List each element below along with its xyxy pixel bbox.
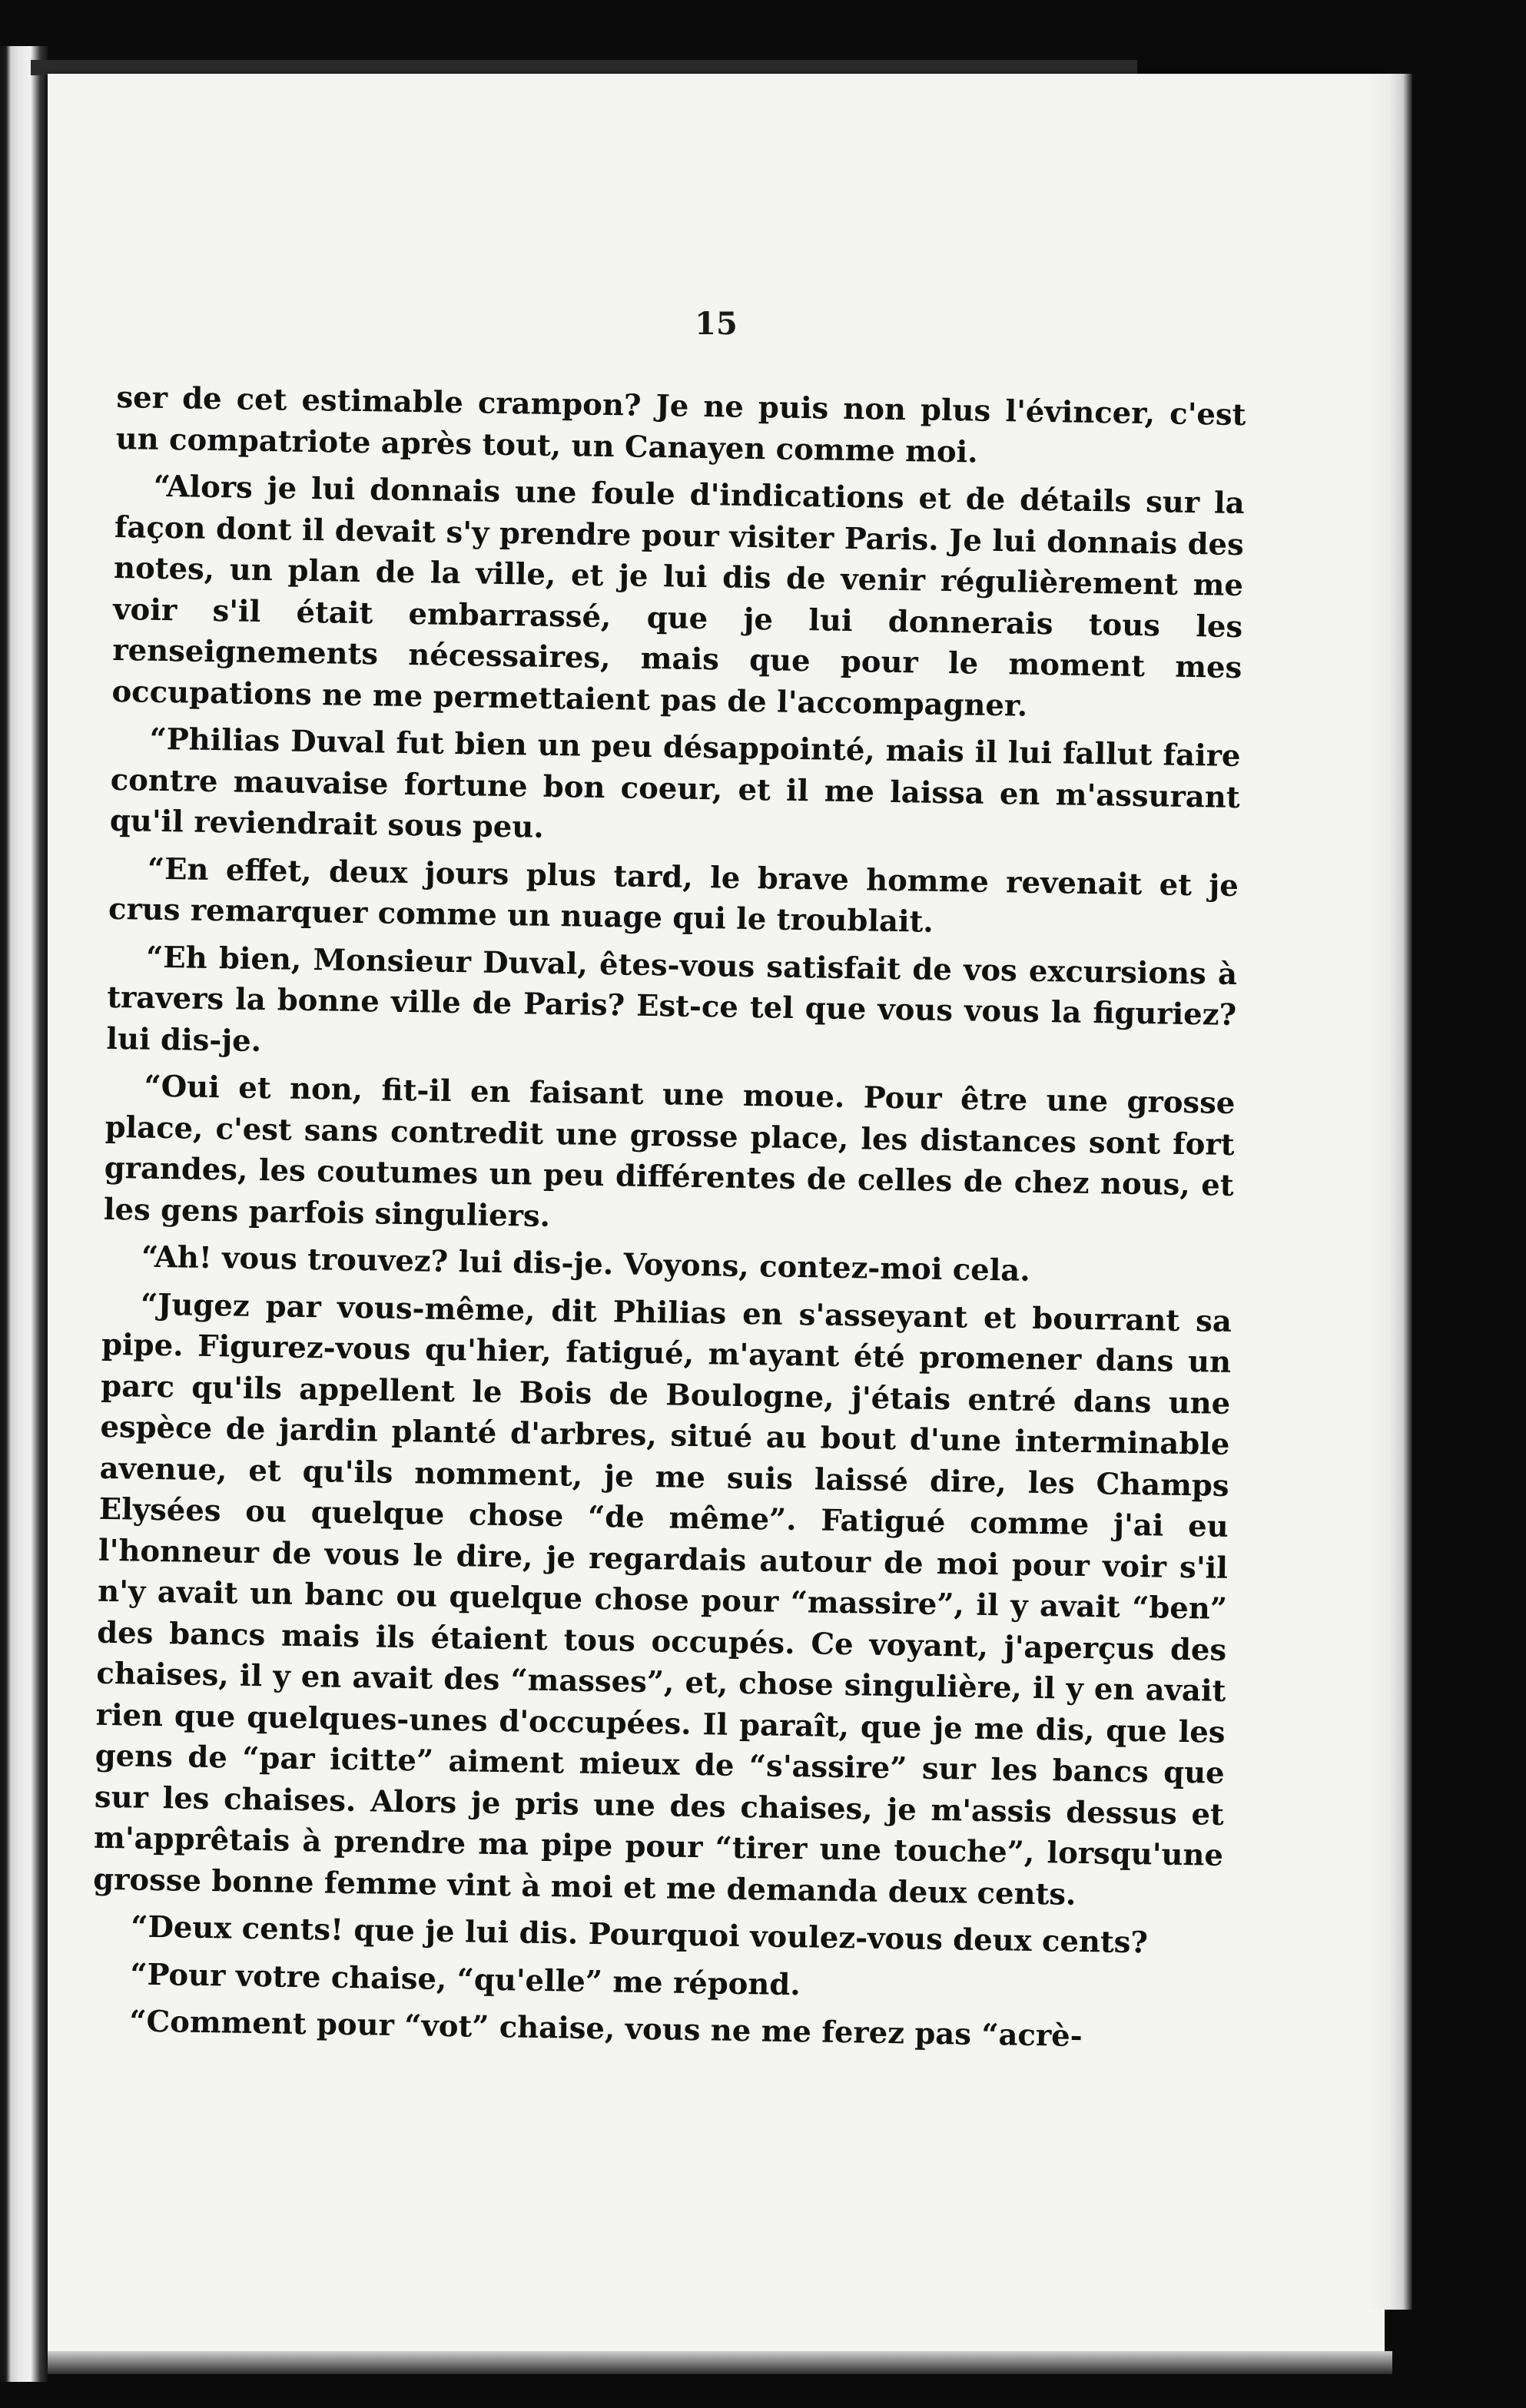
paragraph: “Comment pour “vot” chaise, vous ne me ferez pas “acrè- [129,2004,1083,2055]
paragraph: “Ah! vous trouvez? lui dis-je. Voyons, contez-moi cela. [141,1239,1031,1289]
paragraph: “Jugez par vous-même, dit Philias en s'asseyant et bourrant sa pipe. Figurez-vous qu'hier, fatigué, m'ayant été promener dans un parc qu'ils appellent le Bois de Boulogne, j'étais entré dans une espèce de jardin planté d'arbres, situé au bout d'une interminable avenue, et qu'ils nomment, je me suis laissé dire, les Champs Elysées ou quelque chose “de même”. Fatigué comme j'ai eu l'honneur de vous le dire, je regardais autour de moi pour voir s'il n'y avait un banc ou quelque chose pour “massire”, il y avait “ben” des bancs mais ils étaient tous occupés. Ce voyant, j'aperçus des chaises, il y en avait des “masses”, et, chose singulière, il y en avait rien que quelques-unes d'occupées. Il paraît, que je me dis, que les gens de “par icitte” aiment mieux de “s'assire” sur les bancs que sur les chaises. Alors je pris une des chaises, je m'assis dessus et m'apprêtais à prendre ma pipe pour “tirer une touche”, lorsqu'une grosse bonne femme vint à moi et me demanda deux cents. [92,1287,1232,1912]
paragraph: “Pour votre chaise, “qu'elle” me répond. [130,1957,801,2002]
body-text [91,377,1246,2065]
paragraph: ser de cet estimable crampon? Je ne puis non plus l'évincer, c'est un compatriote après tout, un Canayen comme moi. [115,380,1246,470]
right-page-curl [1366,74,1412,2310]
paragraph: “Philias Duval fut bien un peu désappointé, mais il lui fallut faire contre mauvaise fortune bon coeur, et il me laissa en m'assurant qu'il reviendrait sous peu. [109,721,1241,845]
paragraph: “Alors je lui donnais une foule d'indications et de détails sur la façon dont il devait s'y prendre pour visiter Paris. Je lui donnais des notes, un plan de la ville, et je lui dis de venir régulièrement me voir s'il était embarrassé, que je lui donnerais tous les renseignements nécessaires, mais que pour le moment mes occupations ne me permettaient pas de l'accompagner. [111,469,1245,724]
paragraph: “Eh bien, Monsieur Duval, êtes-vous satisfait de vos excursions à travers la bonne ville de Paris? Est-ce tel que vous vous la figuriez? lui dis-je. [106,940,1238,1059]
page-number: 15 [695,306,738,342]
page-sheet [48,74,1385,2363]
paragraph: “Deux cents! que je lui dis. Pourquoi voulez-vous deux cents? [131,1909,1149,1961]
paragraph: “Oui et non, fit-il en faisant une moue. Pour être une grosse place, c'est sans contredit une grosse place, les distances sont fort grandes, les coutumes un peu différentes de celles de chez nous, et les gens parfois singuliers. [103,1069,1236,1234]
book-spine-edge [0,46,48,2382]
top-page-edge [31,60,1137,75]
paragraph: “En effet, deux jours plus tard, le brave homme revenait et je crus remarquer comme un nuage qui le troublait. [108,851,1239,940]
bottom-page-shadow [48,2351,1392,2374]
